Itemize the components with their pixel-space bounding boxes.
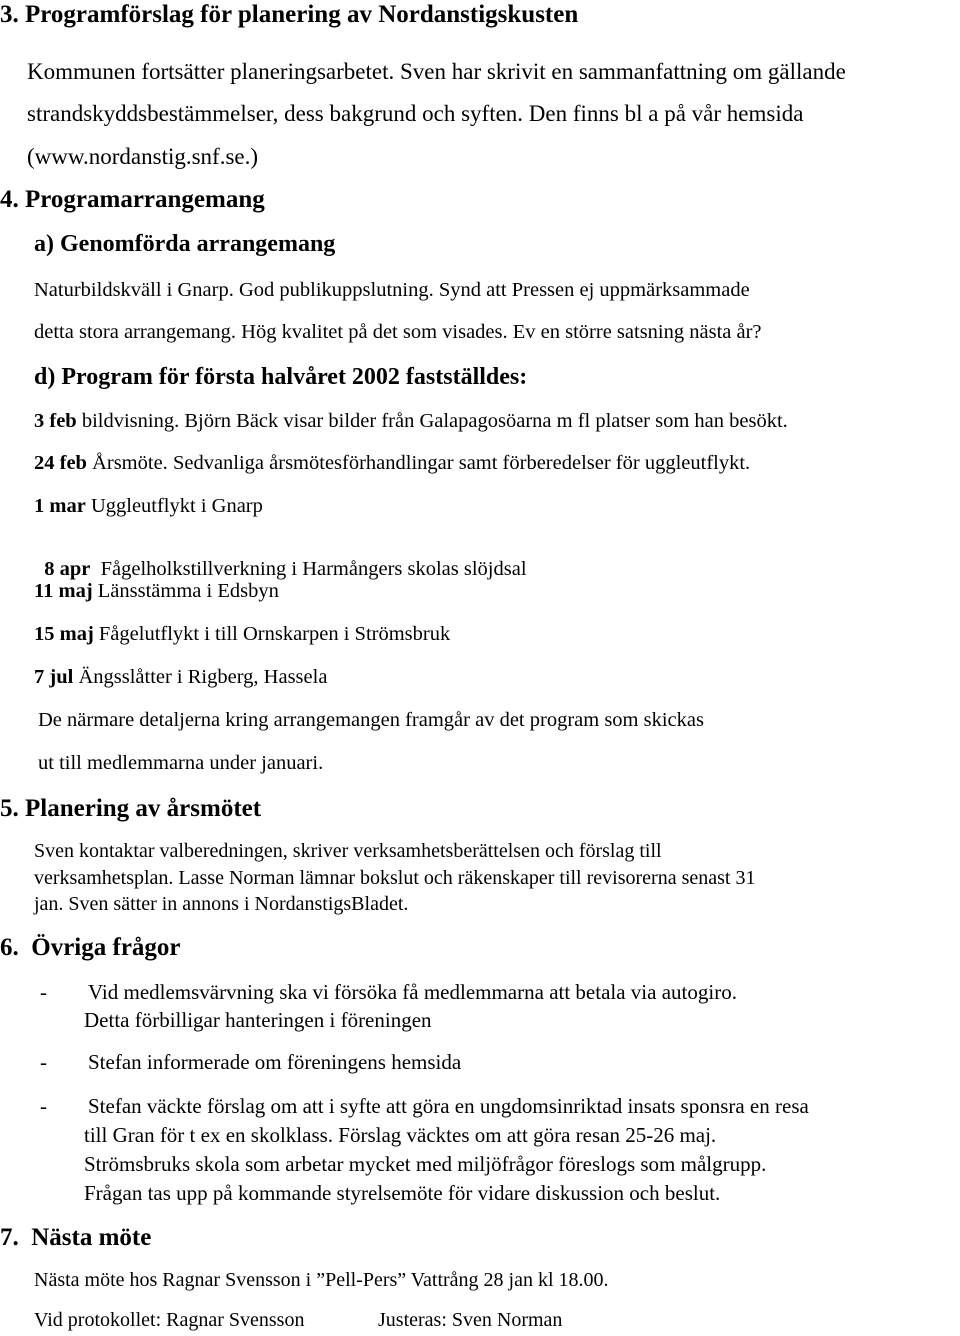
bullet-1-line-1: Vid medlemsvärvning ska vi försöka få medlemmarna att betala via autogiro. — [88, 980, 737, 1004]
event-description: Sedvanliga årsmötesförhandlingar samt förberedelser för uggleutflykt. — [172, 452, 751, 474]
event-date: 1 mar — [34, 495, 86, 517]
section-3-line-2: strandskyddsbestämmelser, dess bakgrund och syften. Den finns bl a på vår hemsida — [27, 101, 804, 126]
bullet-3-line-4: Frågan tas upp på kommande styrelsemöte för vidare diskussion och beslut. — [84, 1181, 721, 1205]
event-title: Ängsslåtter i Rigberg, Hassela — [73, 666, 328, 688]
event-row — [34, 453, 750, 474]
program-closing-line-2: ut till medlemmarna under januari. — [38, 752, 324, 774]
event-title: Uggleutflykt i Gnarp — [85, 495, 263, 517]
event-title: Länsstämma i Edsbyn — [92, 580, 279, 602]
next-meeting-line: Nästa möte hos Ragnar Svensson i ”Pell-Pers” Vattrång 28 jan kl 18.00. — [34, 1269, 609, 1291]
event-row — [34, 496, 263, 517]
adjuster: Justeras: Sven Norman — [378, 1309, 563, 1331]
bullet-3-line-3: Strömsbruks skola som arbetar mycket med miljöfrågor föreslogs som målgrupp. — [84, 1152, 767, 1176]
section-7-heading: 7. Nästa möte — [0, 1224, 152, 1251]
list-dash: - — [40, 980, 47, 1004]
event-title: Årsmöte. — [86, 452, 173, 474]
section-5-line-1: Sven kontaktar valberedningen, skriver verksamhetsberättelsen och förslag till — [34, 840, 662, 862]
section-6-heading: 6. Övriga frågor — [0, 934, 181, 961]
section-4-heading: 4. Programarrangemang — [0, 186, 265, 213]
event-date: 24 feb — [34, 452, 87, 474]
event-date: 3 feb — [34, 410, 77, 432]
bullet-2-line-1: Stefan informerade om föreningens hemsida — [88, 1050, 462, 1074]
event-row — [34, 411, 788, 432]
protocol-keeper: Vid protokollet: Ragnar Svensson — [34, 1309, 305, 1331]
section-3-line-1: Kommunen fortsätter planeringsarbetet. Sven har skrivit en sammanfattning om gällande — [27, 59, 846, 84]
event-date: 15 maj — [34, 623, 94, 645]
event-row — [34, 667, 327, 688]
section-5-heading: 5. Planering av årsmötet — [0, 795, 262, 822]
bullet-3-line-2: till Gran för t ex en skolklass. Förslag väcktes om att göra resan 25-26 maj. — [84, 1123, 717, 1147]
section-3-heading: 3. Programförslag för planering av Nordanstigskusten — [0, 1, 579, 28]
bullet-1-line-2: Detta förbilligar hanteringen i föreningen — [84, 1008, 432, 1032]
event-date: 7 jul — [34, 666, 74, 688]
event-date: 8 apr — [44, 557, 91, 580]
section-3-website-link[interactable]: (www.nordanstig.snf.se.) — [27, 144, 259, 169]
list-dash: - — [40, 1094, 47, 1118]
event-title: Fågelutflykt i till Ornskarpen i Strömsbruk — [93, 623, 451, 645]
section-4a-subheading: a) Genomförda arrangemang — [34, 231, 336, 257]
event-row — [34, 581, 279, 602]
event-title: Fågelholkstillverkning i Harmångers skolas slöjdsal — [90, 557, 527, 580]
section-5-line-2: verksamhetsplan. Lasse Norman lämnar bokslut och räkenskaper till revisorerna senast 31 — [34, 867, 756, 889]
event-description: Björn Bäck visar bilder från Galapagosöarna m fl platser som han besökt. — [184, 410, 788, 432]
event-row — [34, 538, 527, 579]
program-closing-line-1: De närmare detaljerna kring arrangemangen framgår av det program som skickas — [38, 709, 704, 731]
bullet-3-line-1: Stefan väckte förslag om att i syfte att göra en ungdomsinriktad insats sponsra en resa — [88, 1094, 809, 1118]
section-4d-subheading: d) Program för första halvåret 2002 fastställdes: — [34, 364, 528, 390]
event-date: 11 maj — [34, 580, 93, 602]
event-title: bildvisning. — [76, 410, 185, 432]
section-4a-line-1: Naturbildskväll i Gnarp. God publikuppslutning. Synd att Pressen ej uppmärksammade — [34, 279, 750, 301]
section-5-line-3: jan. Sven sätter in annons i NordanstigsBladet. — [34, 893, 409, 915]
section-4a-line-2: detta stora arrangemang. Hög kvalitet på det som visades. Ev en större satsning nästa år? — [34, 321, 762, 343]
event-row — [34, 624, 450, 645]
list-dash: - — [40, 1050, 47, 1074]
